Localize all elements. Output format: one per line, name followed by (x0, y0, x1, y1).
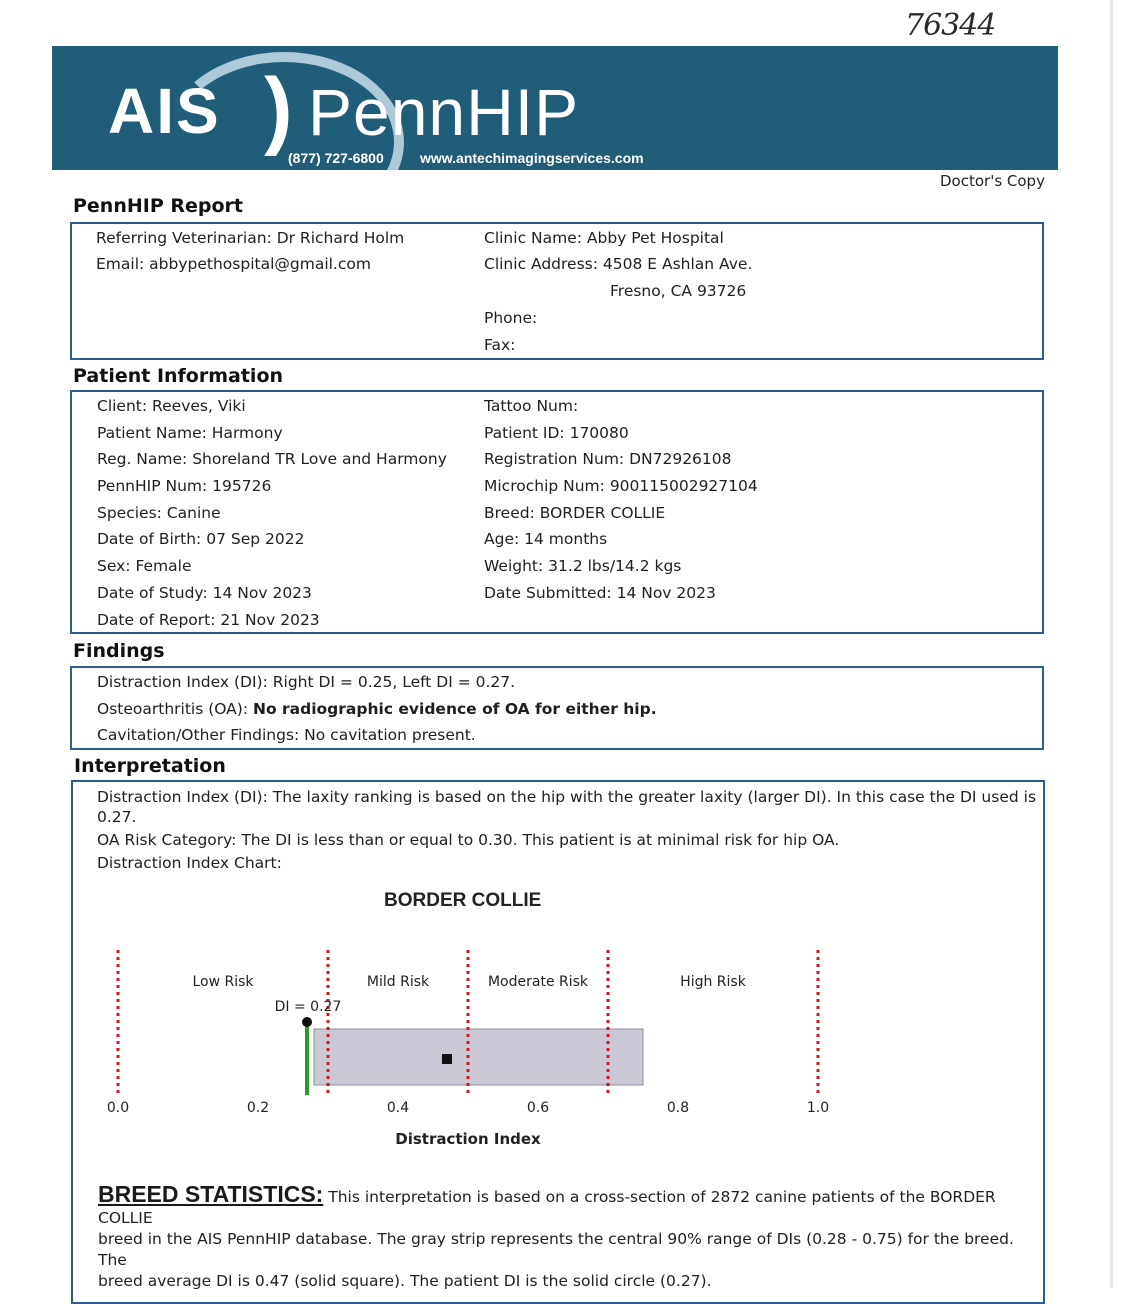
field-value: 14 Nov 2023 (212, 584, 312, 602)
field-label: Tattoo Num: (484, 397, 579, 415)
referring-vet: Referring Veterinarian: Dr Richard Holm (96, 229, 405, 247)
field-value: 900115002927104 (609, 477, 758, 495)
section-title-findings: Findings (73, 640, 165, 662)
field-value: DN72926108 (629, 450, 732, 468)
left-row (97, 584, 312, 602)
x-axis-label: Distraction Index (395, 1130, 541, 1148)
field-label: Registration Num: (484, 450, 625, 468)
breed-statistics (98, 1181, 1038, 1292)
clinic-fax: Fax: (484, 336, 516, 354)
field-value: BORDER COLLIE (539, 504, 666, 522)
distraction-index-chart (0, 930, 1125, 1160)
left-row (97, 397, 246, 415)
right-row (484, 424, 629, 442)
field-label: Weight: (484, 557, 544, 575)
risk-zone-label: High Risk (680, 974, 746, 990)
left-row (97, 611, 320, 629)
left-row (97, 450, 447, 468)
left-row (97, 504, 221, 522)
section-title-interpretation: Interpretation (74, 755, 226, 777)
field-value: 31.2 lbs/14.2 kgs (548, 557, 682, 575)
field-label: Reg. Name: (97, 450, 188, 468)
x-tick-label: 1.0 (806, 1100, 830, 1116)
field-label: Date of Report: (97, 611, 216, 629)
left-row (97, 424, 283, 442)
clinic-address-line2: Fresno, CA 93726 (610, 282, 747, 300)
risk-zone-label: Mild Risk (366, 974, 430, 990)
left-row (97, 557, 191, 575)
breed-range-strip (314, 1029, 643, 1085)
field-label: Microchip Num: (484, 477, 605, 495)
field-value: Female (135, 557, 192, 575)
risk-zone-label: Moderate Risk (487, 974, 589, 990)
logo-pennhip: PennHIP (308, 75, 580, 149)
clinic-address: Clinic Address: 4508 E Ashlan Ave. (484, 255, 753, 273)
breed-stats-line3: breed average DI is 0.47 (solid square). The patient DI is the solid circle (0.27). (98, 1272, 712, 1290)
section-title-report: PennHIP Report (73, 195, 243, 217)
field-label: Patient ID: (484, 424, 565, 442)
interpretation-chart-label: Distraction Index Chart: (97, 854, 282, 872)
patient-di-marker (302, 1017, 312, 1027)
interpretation-oa-risk: OA Risk Category: The DI is less than or equal to 0.30. This patient is at minimal risk for hip OA. (97, 831, 840, 849)
right-row (484, 397, 578, 415)
field-label: Breed: (484, 504, 535, 522)
field-label: Age: (484, 530, 520, 548)
field-label: Sex: (97, 557, 131, 575)
findings-di: Distraction Index (DI): Right DI = 0.25, Left DI = 0.27. (97, 673, 516, 691)
field-label: PennHIP Num: (97, 477, 208, 495)
field-value: Shoreland TR Love and Harmony (192, 450, 447, 468)
breed-average-marker (442, 1054, 452, 1064)
breed-stats-line1: BREED STATISTICS: This interpretation is based on a cross-section of 2872 canine patients of the BORDER COLLIE (98, 1181, 996, 1227)
header-banner (52, 46, 1058, 170)
field-value: 195726 (212, 477, 272, 495)
x-tick-label: 0.0 (106, 1100, 130, 1116)
section-title-patient: Patient Information (73, 365, 284, 387)
field-value: Harmony (211, 424, 283, 442)
clinic-name: Clinic Name: Abby Pet Hospital (484, 229, 724, 247)
right-row (484, 557, 681, 575)
field-value: Reeves, Viki (152, 397, 246, 415)
logo-ais: AIS (108, 75, 221, 147)
right-row (484, 584, 716, 602)
right-row (484, 504, 665, 522)
x-tick-label: 0.8 (666, 1100, 690, 1116)
field-label: Patient Name: (97, 424, 207, 442)
risk-zone-label: Low Risk (192, 974, 254, 990)
field-value: 170080 (569, 424, 629, 442)
x-tick-label: 0.6 (526, 1100, 550, 1116)
breed-stats-line2: breed in the AIS PennHIP database. The gray strip represents the central 90% range of DIs (0.28 - 0.75) for the breed. The (98, 1230, 1014, 1269)
field-label: Date of Study: (97, 584, 208, 602)
x-tick-label: 0.2 (246, 1100, 270, 1116)
clinic-phone: Phone: (484, 309, 538, 327)
x-tick-label: 0.4 (386, 1100, 410, 1116)
field-value: Canine (166, 504, 221, 522)
field-label: Client: (97, 397, 148, 415)
field-label: Date of Birth: (97, 530, 202, 548)
interpretation-di-line1: Distraction Index (DI): The laxity ranking is based on the hip with the greater laxity (larger DI). In this case the DI used is (97, 788, 1037, 806)
field-value: 14 months (524, 530, 608, 548)
left-row (97, 477, 271, 495)
findings-oa: Osteoarthritis (OA): No radiographic evidence of OA for either hip. (97, 700, 657, 718)
banner-phone: (877) 727-6800 (288, 150, 384, 166)
field-value: 07 Sep 2022 (206, 530, 305, 548)
right-row (484, 450, 732, 468)
banner-website: www.antechimagingservices.com (420, 150, 644, 166)
left-row (97, 530, 304, 548)
handwritten-annotation: 76344 (905, 8, 996, 43)
right-row (484, 530, 607, 548)
field-value: 14 Nov 2023 (616, 584, 716, 602)
field-label: Species: (97, 504, 162, 522)
field-value: 21 Nov 2023 (220, 611, 320, 629)
email: Email: abbypethospital@gmail.com (96, 255, 371, 273)
chart-title: BORDER COLLIE (384, 890, 542, 911)
copy-label: Doctor's Copy (940, 172, 1045, 190)
right-row (484, 477, 758, 495)
logo-paren: ) (264, 61, 293, 157)
breed-stats-heading: BREED STATISTICS: (98, 1181, 324, 1207)
findings-cavitation: Cavitation/Other Findings: No cavitation present. (97, 726, 476, 744)
interpretation-di-line2: 0.27. (97, 808, 137, 826)
patient-di-label: DI = 0.27 (274, 999, 342, 1015)
field-label: Date Submitted: (484, 584, 612, 602)
